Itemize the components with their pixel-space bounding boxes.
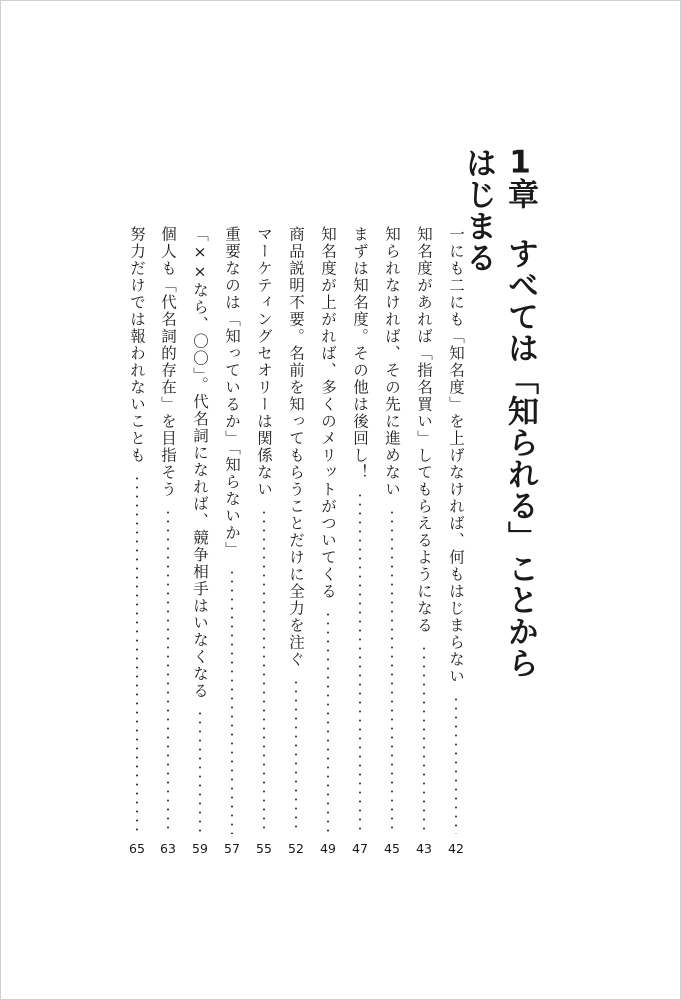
toc-entry-page: 65 <box>129 841 145 856</box>
toc-entry <box>220 226 244 856</box>
toc-entry-leader <box>423 644 425 834</box>
toc-entry <box>156 226 180 856</box>
toc-entry-page: 59 <box>192 841 208 856</box>
chapter-title: すべては「知られる」ことからはじまる <box>460 147 538 679</box>
toc-entry-leader <box>455 695 457 834</box>
toc-entry <box>125 226 149 856</box>
toc-entry <box>316 226 340 856</box>
toc-entry-leader <box>136 474 138 834</box>
toc-entry-title: 個人も「代名詞的存在」を目指そう <box>159 226 177 498</box>
toc-entry-title: マーケティングセオリーは関係ない <box>255 226 273 498</box>
toc-entry <box>444 226 468 856</box>
toc-entry-page: 42 <box>448 841 464 856</box>
toc-entry-leader <box>199 709 201 834</box>
toc-entry-title: 重要なのは「知っているか」「知らないか」 <box>223 226 241 559</box>
toc-entry-page: 45 <box>384 841 400 856</box>
toc-entry-page: 55 <box>256 841 272 856</box>
toc-entry-title: まずは知名度。その他は後回し！ <box>351 226 369 481</box>
toc-entry <box>380 226 404 856</box>
toc-entry-leader <box>231 568 233 834</box>
toc-entry-page: 57 <box>224 841 240 856</box>
toc-entry <box>188 226 212 856</box>
toc-entry-title: 知名度が上がれば、多くのメリットがついてくる <box>319 226 337 600</box>
toc-entry <box>284 226 308 856</box>
toc-entry-leader <box>359 491 361 834</box>
toc-entry-leader <box>295 678 297 834</box>
toc-entry-title: 知られなければ、その先に進めない <box>383 226 401 498</box>
toc-entry-title: 「××なら、〇〇」。代名詞になれば、競争相手はいなくなる <box>191 226 209 700</box>
toc-entry-title: 商品説明不要。名前を知ってもらうことだけに全力を注ぐ <box>287 226 305 668</box>
chapter-label: 章 <box>502 178 538 210</box>
toc-entry-page: 52 <box>288 841 304 856</box>
toc-entry-page: 49 <box>320 841 336 856</box>
toc-entry <box>348 226 372 856</box>
toc-entry-page: 47 <box>352 841 368 856</box>
toc-entry-leader <box>263 508 265 834</box>
chapter-heading <box>460 147 541 687</box>
toc-entry-page: 43 <box>416 841 432 856</box>
toc-entry <box>252 226 276 856</box>
toc-entry <box>412 226 436 856</box>
toc-entry-leader <box>167 508 169 834</box>
toc-entry-leader <box>391 508 393 834</box>
toc-entry-leader <box>327 610 329 834</box>
toc-entry-title: 努力だけでは報われないことも <box>128 226 146 464</box>
chapter-number: 1 <box>509 147 531 178</box>
toc-entry-title: 知名度があれば「指名買い」してもらえるようになる <box>415 226 433 634</box>
toc-entry-page: 63 <box>160 841 176 856</box>
toc-entry-title: 一にも二にも「知名度」を上げなければ、何もはじまらない <box>447 226 465 685</box>
